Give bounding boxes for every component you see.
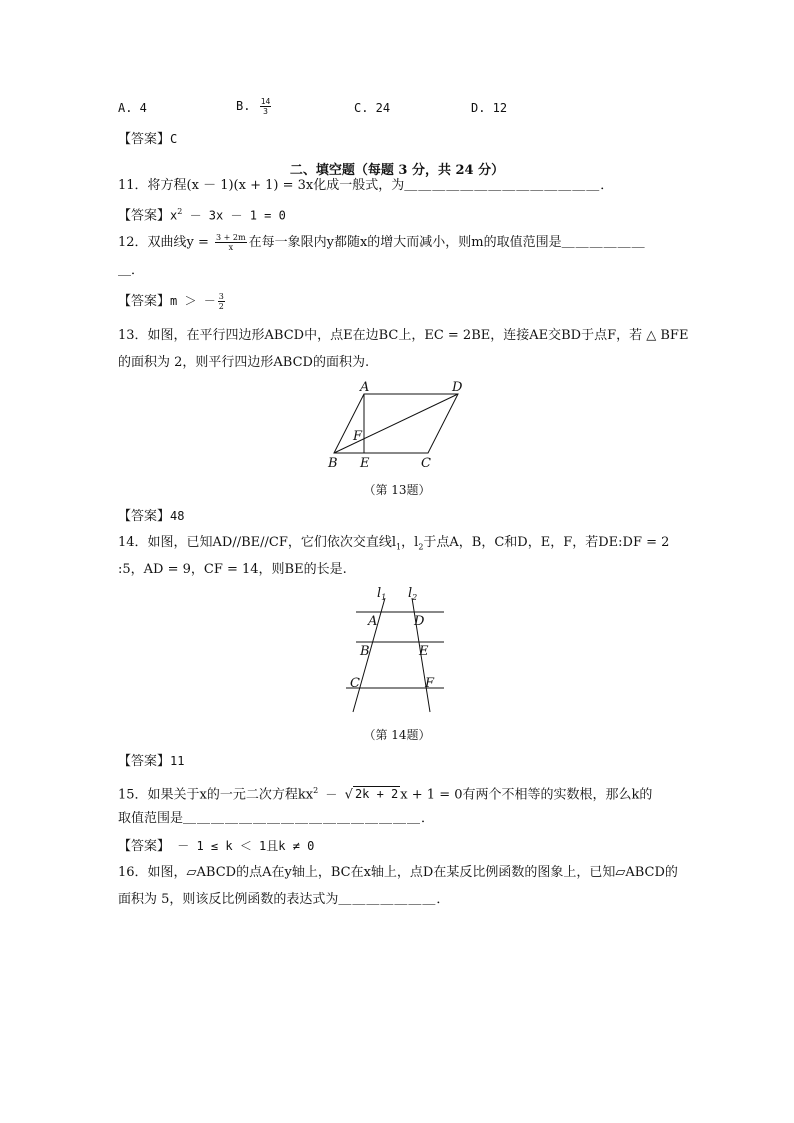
label-c: C bbox=[421, 456, 431, 471]
sqrt-icon: √ bbox=[344, 787, 353, 803]
option-b-label: B. bbox=[236, 99, 251, 113]
q15-answer bbox=[118, 837, 314, 856]
q11-answer bbox=[118, 203, 286, 225]
label-b: B bbox=[328, 456, 338, 471]
answer-prefix: m ＞ － bbox=[170, 294, 216, 308]
answer-fraction bbox=[218, 292, 225, 311]
q14-line2: :5，AD = 9，CF = 14，则BE的长是. bbox=[118, 562, 347, 577]
fraction-numerator: 14 bbox=[260, 97, 271, 106]
answer-exponent: 2 bbox=[177, 207, 183, 216]
fraction-denominator: x bbox=[228, 243, 234, 252]
segment-bd bbox=[334, 394, 458, 453]
question-text-a: 14．如图，已知AD//BE//CF，它们依次交直线l bbox=[118, 535, 397, 550]
subscript-1: 1 bbox=[396, 542, 402, 552]
question-text-b: ，l bbox=[401, 535, 419, 550]
answer-blank: ＿＿＿＿＿＿＿＿＿＿＿＿＿＿． bbox=[404, 178, 615, 193]
label-f: F bbox=[425, 676, 435, 691]
q13-answer bbox=[118, 507, 184, 526]
answer-label: 【答案】 bbox=[118, 754, 171, 769]
label-a: A bbox=[368, 614, 378, 629]
question-text-b: － bbox=[318, 787, 345, 802]
label-b: B bbox=[360, 644, 370, 659]
subscript-2: 2 bbox=[418, 542, 424, 552]
section-title: 二、填空题（每题 3 分，共 24 分） bbox=[289, 163, 505, 178]
q12-fraction bbox=[215, 233, 247, 252]
q12-text bbox=[118, 233, 646, 252]
fraction-denominator: 3 bbox=[263, 107, 268, 116]
q12-blank-cont: ＿． bbox=[118, 263, 145, 278]
q12-answer bbox=[118, 292, 227, 311]
label-d: D bbox=[452, 380, 463, 395]
q16-line1: 16．如图，▱ABCD的点A在y轴上，BC在x轴上，点D在某反比例函数的图象上，已知▱ABCD的 bbox=[118, 865, 678, 880]
answer-label: 【答案】 bbox=[118, 839, 171, 854]
question-suffix: 在每一象限内y都随x的增大而减小，则m的取值范围是 bbox=[248, 235, 562, 250]
label-d: D bbox=[414, 614, 425, 629]
answer-base: x bbox=[170, 208, 178, 223]
question-text-a: 15．如果关于x的一元二次方程kx bbox=[118, 787, 314, 803]
question-text: 取值范围是 bbox=[118, 811, 184, 826]
answer-label: 【答案】 bbox=[118, 208, 171, 224]
q13-caption: （第 13题） bbox=[363, 483, 431, 497]
question-prefix: 12．双曲线y = bbox=[118, 235, 214, 250]
q11-text bbox=[118, 177, 614, 195]
question-text: 面积为 5，则该反比例函数的表达式为 bbox=[118, 892, 339, 907]
label-f: F bbox=[353, 429, 363, 444]
fraction-numerator: 3 + 2m bbox=[216, 233, 246, 242]
answer-rest: － 3x － 1 = 0 bbox=[182, 208, 286, 223]
q13-line1: 13．如图，在平行四边形ABCD中，点E在边BC上，EC = 2BE，连接AE交BD于点F，若 △ BFE bbox=[118, 328, 689, 343]
label-l2: $l_2$ bbox=[408, 586, 418, 602]
label-a: A bbox=[360, 380, 370, 395]
option-d: D. 12 bbox=[471, 101, 508, 115]
answer-label: 【答案】 bbox=[118, 294, 171, 309]
q16-line2 bbox=[118, 891, 450, 909]
q15-line2 bbox=[118, 810, 435, 828]
label-c: C bbox=[350, 676, 360, 691]
answer-value: － 1 ≤ k ＜ 1且k ≠ 0 bbox=[170, 839, 315, 853]
q14-line1 bbox=[118, 534, 669, 557]
exponent: 2 bbox=[313, 786, 319, 795]
label-e: E bbox=[419, 644, 429, 659]
q13-line2: 的面积为 2，则平行四边形ABCD的面积为. bbox=[118, 355, 370, 370]
question-text-c: x + 1 = 0有两个不相等的实数根，那么k的 bbox=[400, 787, 653, 803]
option-c: C. 24 bbox=[354, 101, 391, 115]
answer-value: 11 bbox=[170, 754, 185, 768]
answer-blank: ＿＿＿＿＿＿ bbox=[561, 235, 646, 250]
answer-blank: ＿＿＿＿＿＿＿． bbox=[338, 892, 451, 907]
question-text: 11．将方程(x － 1)(x + 1) = 3x化成一般式，为 bbox=[118, 178, 405, 193]
label-e: E bbox=[360, 456, 370, 471]
option-b-fraction bbox=[260, 97, 272, 116]
q14-figure bbox=[340, 586, 450, 716]
option-a: A. 4 bbox=[118, 101, 147, 115]
sqrt-content: 2k + 2 bbox=[354, 787, 399, 802]
q14-caption: （第 14题） bbox=[363, 728, 431, 742]
q10-answer bbox=[118, 130, 177, 149]
q13-figure bbox=[320, 376, 480, 472]
option-b bbox=[236, 97, 273, 116]
answer-value: 48 bbox=[170, 509, 185, 523]
label-l1: $l_1$ bbox=[377, 586, 387, 602]
fraction-numerator: 3 bbox=[218, 292, 224, 301]
question-text-c: 于点A，B，C和D，E，F，若DE:DF = 2 bbox=[423, 535, 670, 550]
q15-line1 bbox=[118, 782, 652, 804]
answer-value: C bbox=[170, 132, 178, 146]
answer-label: 【答案】 bbox=[118, 132, 171, 147]
answer-blank: ＿＿＿＿＿＿＿＿＿＿＿＿＿＿＿＿＿． bbox=[183, 811, 436, 826]
answer-label: 【答案】 bbox=[118, 509, 171, 524]
fraction-denominator: 2 bbox=[218, 302, 224, 311]
q14-answer bbox=[118, 752, 184, 771]
